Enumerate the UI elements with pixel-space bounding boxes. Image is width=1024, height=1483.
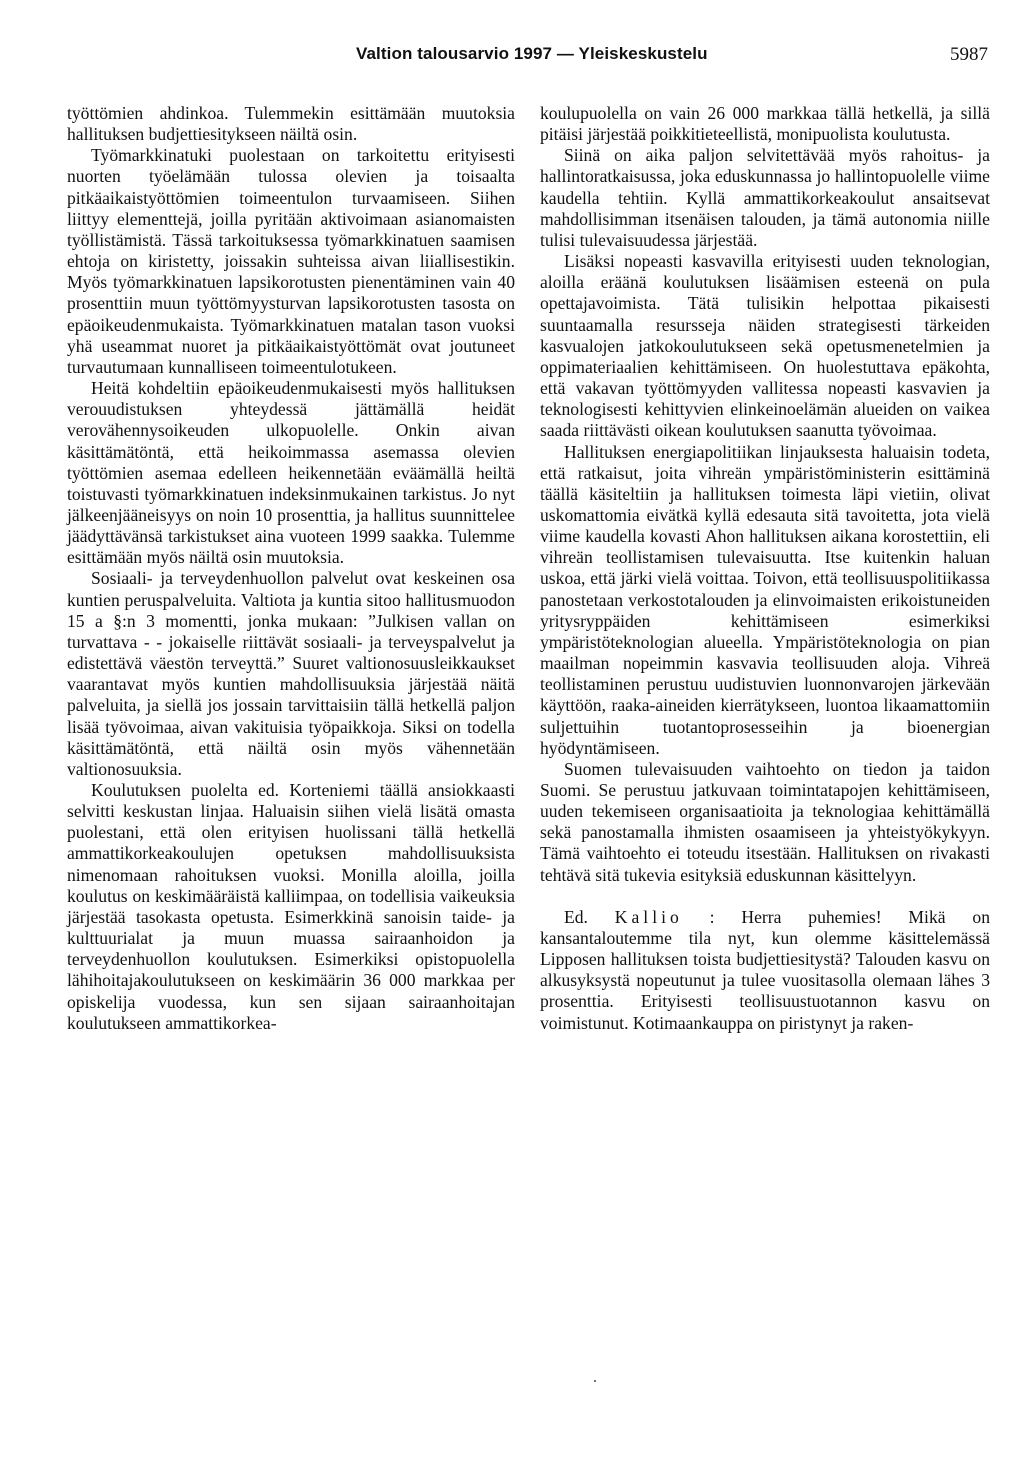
speech-prefix: Ed. (564, 906, 615, 927)
paragraph: Suomen tulevaisuuden vaihtoehto on tiedon ja taidon Suomi. Se perustuu jatkuvaan toimintatapojen kehittämiseen, uuden tekemiseen organisaatioita ja teknologiaa kehittämällä sekä panostamalla ihmisten osaamiseen ja yhteistyökykyyn. Tämä vaihtoehto ei toteudu itsestään. Hallituksen on rivakasti tehtävä sitä tukevia esityksiä eduskunnan käsittelyyn. (540, 758, 990, 885)
page-number: 5987 (950, 44, 988, 65)
paragraph: Sosiaali- ja terveydenhuollon palvelut ovat keskeinen osa kuntien peruspalveluita. Valtiota ja kuntia sitoo hallitusmuodon 15 a §:n 3 momentti, jonka mukaan: ”Julkisen vallan on turvattava - - jokaiselle riittävät sosiaali- ja terveyspalvelut ja edistettävä väestön terveyttä.” Suuret valtionosuusleikkaukset vaarantavat myös kuntien mahdollisuuksia järjestää näitä palveluita, ja siellä jos jossain tarvittaisiin tällä hetkellä paljon lisää työvoimaa, aivan vakituisia työpaikkoja. Siksi on todella käsittämätöntä, että näiltä osin myös vähennetään valtionosuuksia. (67, 568, 515, 779)
speaker-name: Kallio (614, 906, 683, 927)
paragraph: Lisäksi nopeasti kasvavilla erityisesti uuden teknologian, aloilla eräänä koulutuksen lisäämisen esteenä on pula opettajavoimista. Tätä tulisikin helpottaa pikaisesti suuntaamalla resursseja näiden strategisesti tärkeiden kasvualojen jatkokoulutukseen sekä opetusmenetelmien ja oppimateriaalien kehittämiseen. On huolestuttava epäkohta, että vakavan työttömyyden vallitessa nopeasti kasvavien ja teknologisesti kehittyvien elinkeinoelämän alueiden on vaikea saada riittävästi oikean koulutuksen saanutta työvoimaa. (540, 251, 990, 441)
speech-paragraph (540, 907, 990, 1034)
speech-text: Herra puhemies! Mikä on kansantaloutemme tila nyt, kun olemme käsittelemässä Lipposen hallituksen toista budjettiesitystä? Talouden kasvu on alkusyksystä nopeutunut ja tulee vuositasolla olemaan lähes 3 prosenttia. Erityisesti teollisuustuotannon kasvu on voimistunut. Kotimaankauppa on piristynyt ja raken- (540, 906, 990, 1033)
running-title: Valtion talousarvio 1997 — Yleiskeskustelu (356, 44, 708, 63)
left-column (67, 103, 515, 1034)
paragraph: Hallituksen energiapolitiikan linjauksesta haluaisin todeta, että ratkaisut, joita vihreän ympäristöministerin esittäminä täällä käsiteltiin ja hallituksen toimesta läpi vietiin, olivat uskomattomia eivätkä kyllä edesauta sitä tavoitetta, jota vielä viime kaudella kovasti Ahon hallituksen aikana korostettiin, eli vihreän teollistamisen tulevaisuutta. Itse kuitenkin haluan uskoa, että järki vielä voittaa. Toivon, että teollisuuspolitiikassa panostetaan verkostotalouden ja elinvoimaisten erikoistuneiden yritysryppäiden kehittämiseen esimerkiksi ympäristöteknologian alueella. Ympäristöteknologia on pian maailman nopeimmin kasvavia teollisuuden aloja. Vihreä teollistaminen perustuu uudistuvien luonnonvarojen järkevään käyttöön, raaka-aineiden kierrätykseen, luontoa likaamattomiin suljettuihin tuotantoprosesseihin ja bioenergian hyödyntämiseen. (540, 441, 990, 758)
paragraph: Heitä kohdeltiin epäoikeudenmukaisesti myös hallituksen verouudistuksen yhteydessä jättämällä heidät verovähennysoikeuden ulkopuolelle. Onkin aivan käsittämätöntä, että heikoimmassa asemassa olevien työttömien asemaa edelleen heikennetään eväämällä heiltä toistuvasti työmarkkinatuen indeksinmukainen tarkistus. Jo nyt jälkeenjääneisyys on noin 10 prosenttia, ja hallitus suunnittelee jäädyttävänsä tarkistukset aina vuoteen 1999 saakka. Tulemme esittämään myös näiltä osin muutoksia. (67, 378, 515, 568)
paragraph: koulupuolella on vain 26 000 markkaa tällä hetkellä, ja sillä pitäisi järjestää poikkitieteellistä, monipuolista koulutusta. (540, 103, 990, 145)
paragraph: Siinä on aika paljon selvitettävää myös rahoitus- ja hallintoratkaisussa, joka eduskunnassa jo hallintopuolelle viime kaudella tehtiin. Kyllä ammattikorkeakoulut ansaitsevat mahdollisimman itsenäisen talouden, ja tämä autonomia niille tulisi tulevaisuudessa järjestää. (540, 145, 990, 250)
paragraph: työttömien ahdinkoa. Tulemmekin esittämään muutoksia hallituksen budjettiesitykseen näiltä osin. (67, 103, 515, 145)
page-header (0, 44, 1024, 74)
speech-separator: : (682, 906, 742, 927)
scan-speck (594, 1380, 596, 1382)
paragraph: Koulutuksen puolelta ed. Korteniemi täällä ansiokkaasti selvitti keskustan linjaa. Haluaisin siihen vielä lisätä omasta puolestani, että olen erityisen huolissani tällä hetkellä ammattikorkeakoulujen opetuksen mahdollisuuksista nimenomaan rahoituksen vuoksi. Monilla aloilla, joilla koulutus on keskimääräistä kalliimpaa, on todellisia vaikeuksia järjestää tasokasta opetusta. Esimerkkinä sanoisin taide- ja kulttuurialat ja muun muassa sairaanhoidon ja terveydenhuollon koulutuksen. Esimerkiksi opistopuolella lähihoitajakoulutukseen on keskimäärin 36 000 markkaa per opiskelija vuodessa, kun sen sijaan sairaanhoitajan koulutukseen ammattikorkea- (67, 780, 515, 1033)
right-column (540, 103, 990, 1034)
paragraph: Työmarkkinatuki puolestaan on tarkoitettu erityisesti nuorten työelämään tulossa olevien ja toisaalta pitkäaikaistyöttömien toimeentulon turvaamiseen. Siihen liittyy elementtejä, joilla pyritään aktivoimaan asianomaisten työllistämistä. Tässä tarkoituksessa työmarkkinatuen saamisen ehtoja on kiristetty, joissakin suhteissa aivan liiallisestikin. Myös työmarkkinatuen lapsikorotusten pienentäminen vain 40 prosenttiin muun työttömyysturvan lapsikorotusten tasosta on epäoikeudenmukaista. Työmarkkinatuen matalan tason vuoksi yhä useammat nuoret ja pitkäaikaistyöttömät ovat joutuneet turvautumaan kunnalliseen toimeentulotukeen. (67, 145, 515, 377)
